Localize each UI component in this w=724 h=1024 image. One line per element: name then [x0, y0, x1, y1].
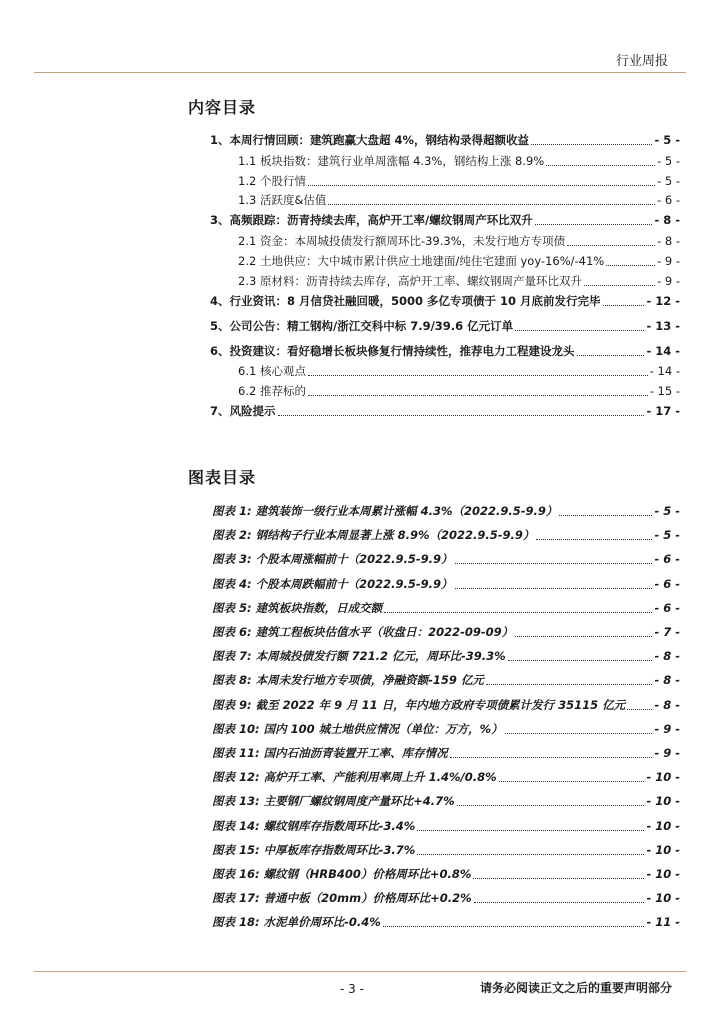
toc-entry-label: 4、行业资讯：8 月信贷社融回暖，5000 多亿专项债于 10 月底前发行完毕 — [210, 294, 601, 308]
toc-title: 内容目录 — [188, 98, 257, 117]
toc-subentry-page: - 5 - — [657, 174, 680, 188]
figure-entry-page: - 9 - — [654, 721, 680, 736]
dot-leader — [627, 698, 652, 710]
toc-subentry-page: - 9 - — [657, 254, 680, 268]
figure-entry[interactable] — [212, 768, 680, 786]
figure-entry-label: 图表 8: 本周未发行地方专项债，净融资额-159 亿元 — [212, 673, 484, 688]
dot-leader — [508, 649, 653, 661]
dot-leader — [577, 344, 645, 356]
figure-entry[interactable] — [212, 575, 680, 593]
toc-subentry-page: - 5 - — [657, 154, 680, 168]
toc-entry[interactable] — [210, 342, 680, 360]
dot-leader — [455, 552, 653, 564]
dot-leader — [515, 319, 644, 331]
figure-entry-page: - 10 - — [646, 794, 680, 809]
dot-leader — [584, 274, 655, 286]
figure-entry[interactable] — [212, 647, 680, 665]
figure-entry-label: 图表 3: 个股本周涨幅前十（2022.9.5-9.9） — [212, 552, 453, 567]
figure-entry-label: 图表 13: 主要钢厂螺纹钢周度产量环比+4.7% — [212, 794, 455, 809]
figure-entry[interactable] — [212, 889, 680, 907]
toc-entry-label: 3、高频跟踪：沥青持续去库，高炉开工率/螺纹钢周产环比双升 — [210, 213, 533, 227]
toc-entry-label: 1、本周行情回顾：建筑跑赢大盘超 4%，钢结构录得超额收益 — [210, 133, 530, 147]
figure-entry[interactable] — [212, 623, 680, 641]
figure-entry[interactable] — [212, 841, 680, 859]
dot-leader — [328, 193, 655, 205]
dot-leader — [474, 891, 645, 903]
dot-leader — [505, 722, 653, 734]
dot-leader — [606, 254, 655, 266]
figure-entry-page: - 5 - — [654, 528, 680, 543]
figure-entry-label: 图表 4: 个股本周跌幅前十（2022.9.5-9.9） — [212, 576, 453, 591]
dot-leader — [603, 294, 645, 306]
toc-subentry[interactable] — [238, 172, 680, 190]
figure-entry[interactable] — [212, 599, 680, 617]
figure-entry[interactable] — [212, 671, 680, 689]
toc-entry-page: - 14 - — [646, 344, 680, 358]
toc-subentry-label: 1.1 板块指数：建筑行业单周涨幅 4.3%，钢结构上涨 8.9% — [238, 154, 545, 168]
toc-subentry-label: 6.2 推荐标的 — [238, 384, 306, 398]
figure-entry-page: - 11 - — [646, 915, 680, 930]
figure-entry-label: 图表 11: 国内石油沥青装置开工率、库存情况 — [212, 746, 448, 760]
figure-entry-label: 图表 18: 水泥单价周环比-0.4% — [212, 915, 381, 930]
dot-leader — [535, 213, 653, 225]
figure-entry[interactable] — [212, 550, 680, 568]
dot-leader — [559, 504, 652, 516]
toc-entry-page: - 17 - — [646, 404, 680, 418]
toc-entry-page: - 13 - — [646, 319, 680, 333]
dot-leader — [546, 154, 655, 166]
toc-entry[interactable] — [210, 211, 680, 229]
toc-entry[interactable] — [210, 131, 680, 149]
toc-entry-label: 7、风险提示 — [210, 404, 276, 418]
toc-subentry[interactable] — [238, 252, 680, 270]
figure-entry-page: - 10 - — [646, 770, 680, 785]
dot-leader — [455, 577, 653, 589]
figure-entry-page: - 10 - — [646, 867, 680, 881]
toc-subentry-label: 1.3 活跃度&估值 — [238, 193, 327, 207]
figure-entry-label: 图表 10: 国内 100 城土地供应情况（单位：万方，%） — [212, 721, 503, 736]
figure-entry-page: - 9 - — [654, 746, 680, 760]
figure-entry-label: 图表 9: 截至 2022 年 9 月 11 日，年内地方政府专项债累计发行 35115 亿元 — [212, 697, 626, 712]
toc-subentry-label: 6.1 核心观点 — [238, 364, 306, 378]
toc-subentry-page: - 14 - — [649, 364, 680, 378]
figure-entry[interactable] — [212, 865, 680, 883]
toc-subentry-label: 2.1 资金：本周城投债发行额周环比-39.3%，未发行地方专项债 — [238, 234, 566, 248]
dot-leader — [457, 794, 645, 806]
dot-leader — [308, 174, 655, 186]
figure-entry[interactable] — [212, 720, 680, 738]
toc-subentry-page: - 8 - — [657, 234, 680, 248]
dot-leader — [486, 673, 653, 685]
toc-subentry[interactable] — [238, 152, 680, 170]
dot-leader — [384, 601, 652, 613]
figure-entry-label: 图表 16: 螺纹钢（HRB400）价格周环比+0.8% — [212, 867, 472, 881]
figure-entry-label: 图表 17: 普通中板（20mm）价格周环比+0.2% — [212, 891, 472, 906]
toc-subentry-page: - 9 - — [657, 274, 680, 288]
figure-entry[interactable] — [212, 913, 680, 931]
figure-entry[interactable] — [212, 696, 680, 714]
figure-entry-page: - 8 - — [654, 673, 680, 688]
toc-entry-page: - 8 - — [654, 213, 680, 227]
toc-subentry-label: 2.2 土地供应：大中城市累计供应土地建面/纯住宅建面 yoy-16%/-41% — [238, 254, 605, 268]
dot-leader — [499, 770, 645, 782]
toc-subentry-label: 2.3 原材料：沥青持续去库存，高炉开工率、螺纹钢周产量环比双升 — [238, 274, 582, 288]
figure-entry-page: - 8 - — [654, 649, 680, 664]
toc-entry-label: 6、投资建议：看好稳增长板块修复行情持续性，推荐电力工程建设龙头 — [210, 344, 575, 358]
dot-leader — [531, 133, 652, 145]
toc-entry[interactable] — [210, 317, 680, 335]
figure-entry-label: 图表 6: 建筑工程板块估值水平（收盘日：2022-09-09） — [212, 625, 514, 639]
toc-entry-label: 5、公司公告：精工钢构/浙江交科中标 7.9/39.6 亿元订单 — [210, 319, 514, 333]
figure-entry-label: 图表 14: 螺纹钢库存指数周环比-3.4% — [212, 818, 416, 833]
dot-leader — [383, 915, 645, 927]
toc-subentry-page: - 15 - — [649, 384, 680, 398]
dot-leader — [417, 819, 644, 831]
figure-entry-label: 图表 7: 本周城投债发行额 721.2 亿元，周环比-39.3% — [212, 649, 506, 664]
toc-subentry[interactable] — [238, 232, 680, 250]
dot-leader — [536, 528, 652, 540]
dot-leader — [308, 364, 648, 376]
figure-entry-label: 图表 2: 钢结构子行业本周显著上涨 8.9%（2022.9.5-9.9） — [212, 528, 535, 543]
figure-entry-page: - 6 - — [654, 576, 680, 591]
toc-subentry[interactable] — [238, 382, 680, 400]
figure-entry-page: - 5 - — [654, 504, 680, 518]
figure-entry-page: - 8 - — [654, 697, 680, 712]
dot-leader — [417, 843, 644, 855]
dot-leader — [308, 384, 648, 396]
header-divider — [34, 72, 686, 73]
page-header-label: 行业周报 — [615, 54, 668, 69]
footer-divider — [34, 971, 686, 972]
figure-entry[interactable] — [212, 502, 680, 520]
toc-subentry-label: 1.2 个股行情 — [238, 174, 306, 188]
figure-entry-page: - 6 - — [654, 552, 680, 567]
dot-leader — [515, 625, 652, 637]
dot-leader — [278, 404, 645, 416]
figure-entry-page: - 7 - — [654, 625, 680, 639]
figure-entry-label: 图表 1: 建筑装饰一级行业本周累计涨幅 4.3%（2022.9.5-9.9） — [212, 504, 558, 518]
toc-entry[interactable] — [210, 402, 680, 420]
figure-entry-page: - 10 - — [646, 891, 680, 906]
footer-disclaimer: 请务必阅读正文之后的重要声明部分 — [479, 981, 672, 995]
dot-leader — [450, 746, 653, 758]
figure-entry-label: 图表 5: 建筑板块指数，日成交额 — [212, 600, 383, 615]
figure-entry[interactable] — [212, 744, 680, 762]
figure-entry[interactable] — [212, 526, 680, 544]
figure-entry[interactable] — [212, 817, 680, 835]
toc-entry[interactable] — [210, 292, 680, 310]
figure-entry-page: - 10 - — [646, 842, 680, 857]
dot-leader — [473, 867, 644, 879]
toc-subentry-page: - 6 - — [657, 193, 680, 207]
dot-leader — [567, 234, 655, 246]
toc-entry-page: - 5 - — [654, 133, 680, 147]
toc-entry-page: - 12 - — [646, 294, 680, 308]
figure-entry-page: - 10 - — [646, 818, 680, 833]
figure-entry-label: 图表 15: 中厚板库存指数周环比-3.7% — [212, 842, 416, 857]
toc-subentry[interactable] — [238, 191, 680, 209]
footer-page-number: - 3 - — [340, 982, 364, 996]
toc-subentry[interactable] — [238, 272, 680, 290]
toc-subentry[interactable] — [238, 362, 680, 380]
figure-entry[interactable] — [212, 792, 680, 810]
figure-entry-page: - 6 - — [654, 600, 680, 615]
figure-entry-label: 图表 12: 高炉开工率、产能利用率周上升 1.4%/0.8% — [212, 770, 497, 785]
figures-title: 图表目录 — [188, 468, 257, 487]
